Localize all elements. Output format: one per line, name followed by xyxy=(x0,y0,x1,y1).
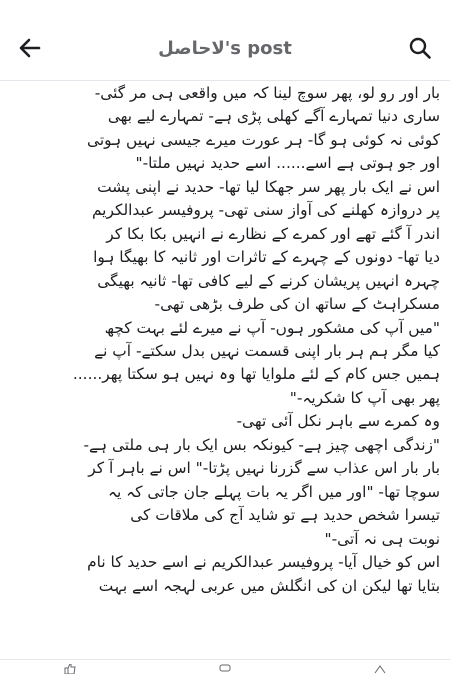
post-text xyxy=(8,82,440,660)
comment-icon[interactable] xyxy=(219,664,231,674)
post-text-line: مسکراہٹ کے ساتھ ان کی طرف بڑھی تھی- xyxy=(154,295,440,314)
post-text-line: اس کو خیال آیا- پروفیسر عبدالکریم نے اسے حدید کا نام xyxy=(87,553,440,572)
top-bar xyxy=(0,0,450,81)
like-icon[interactable] xyxy=(64,664,76,674)
search-icon xyxy=(408,36,432,60)
post-text-line: دیا تھا- دونوں کے چہرے کے تاثرات اور ثانیہ کا بھیگا ہوا xyxy=(93,248,440,267)
post-text-line: چہرہ انہیں پریشان کرنے کے لیے کافی تھا- ثانیہ بھیگی xyxy=(97,271,440,290)
post-text-line: "میں آپ کی مشکور ہوں- آپ نے میرے لئے بہت کچھ xyxy=(104,318,440,337)
post-text-line: اندر آ گئے تھے اور کمرے کے نظارے نے انہیں بکا بکا کر xyxy=(106,224,440,243)
arrow-left-icon xyxy=(19,38,41,58)
post-text-line: بار بار اس عذاب سے گزرنا نہیں پڑتا-" اس نے باہر آ کر xyxy=(88,459,440,478)
search-button[interactable] xyxy=(400,30,440,66)
post-text-line: کوئی نہ کوئی ہو گا- ہر عورت میرے جیسی نہیں ہوتی xyxy=(87,130,440,149)
post-text-line: ساری دنیا تمہارے آگے کھلی پڑی ہے- تمہارے لیے بھی xyxy=(107,107,440,126)
page-title: لاحاصل's post xyxy=(158,38,292,59)
bottom-toolbar xyxy=(0,659,450,678)
post-text-line: وہ کمرے سے باہر نکل آئی تھی- xyxy=(236,412,440,431)
post-text-line: نوبت ہی نہ آتی-" xyxy=(324,529,440,548)
post-text-line: "زندگی اچھی چیز ہے- کیونکہ بس ایک بار ہی ملتی ہے- xyxy=(83,435,440,454)
post-text-line: ہمیں جس کام کے لئے ملوایا تھا وہ نہیں ہو سکتا پھر...... xyxy=(72,365,440,384)
post-text-line: تیسرا شخص حدید ہے تو شاید آج کی ملاقات کی xyxy=(130,506,440,525)
post-text-line: پر دروازہ کھلنے کی آواز سنی تھی- پروفیسر عبدالکریم xyxy=(91,201,440,220)
post-text-line: کیا مگر ہم ہر بار اپنی قسمت نہیں بدل سکتے- آپ نے xyxy=(94,341,440,360)
back-button[interactable] xyxy=(10,30,50,66)
post-text-line: بتایا تھا لیکن ان کی انگلش میں عربی لہجہ اسے بہت xyxy=(98,576,440,595)
post-text-line: پھر بھی آپ کا شکریہ-" xyxy=(289,388,440,407)
share-icon[interactable] xyxy=(374,664,386,674)
post-text-line: اور جو ہوتی ہے اسے...... اسے حدید نہیں ملتا-" xyxy=(135,154,440,173)
post-text-line: اس نے ایک بار پھر سر جھکا لیا تھا- حدید نے اپنی پشت xyxy=(97,177,440,196)
post-text-line: سوچا تھا- "اور میں اگر یہ بات پہلے جان جاتی کہ یہ xyxy=(107,482,440,501)
post-text-line: بار اور رو لو، پھر سوچ لینا کہ میں واقعی ہی مر گئی- xyxy=(94,84,440,102)
